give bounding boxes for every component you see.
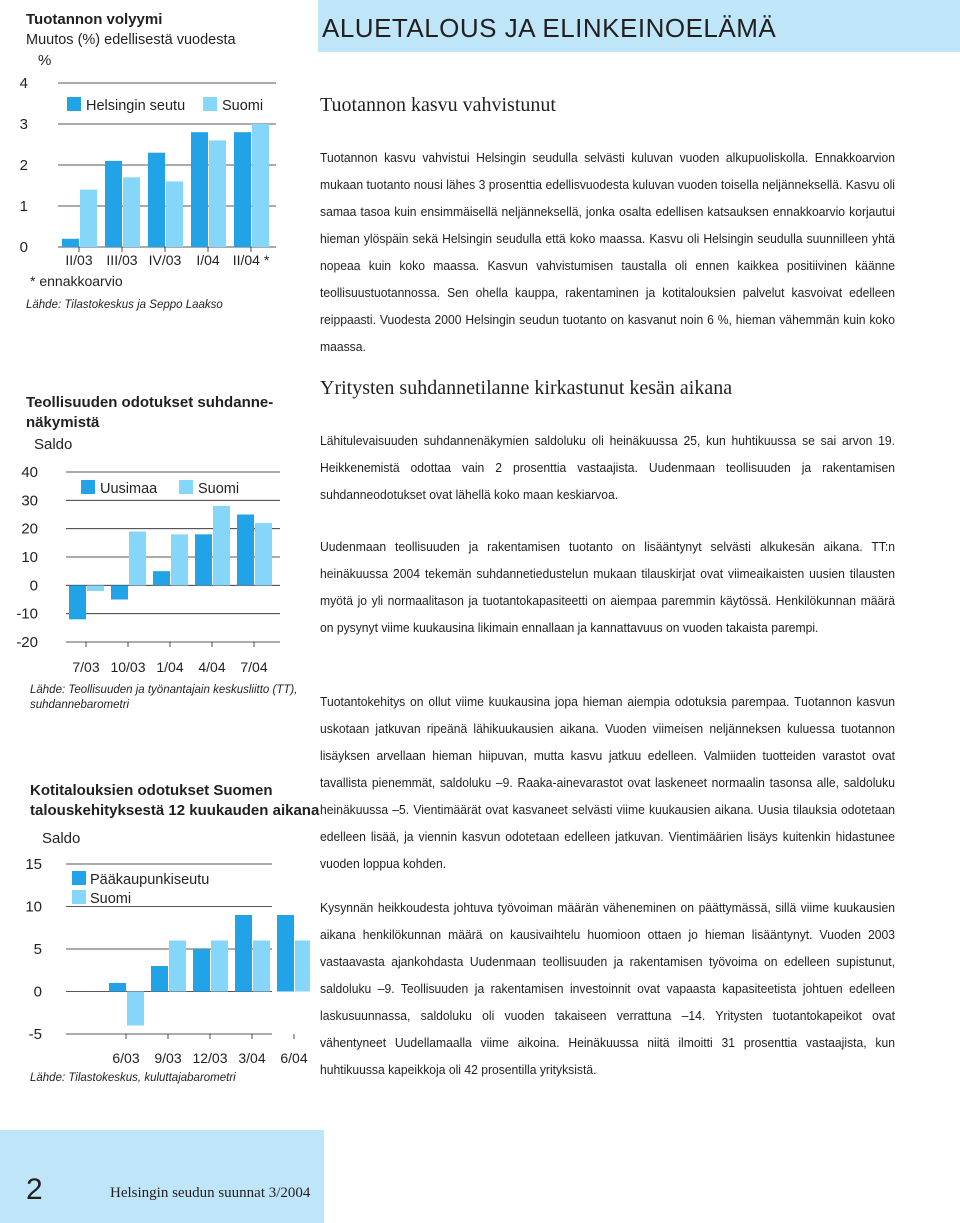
x-tick-label: II/04 * [232, 252, 270, 268]
bar-primary [62, 239, 79, 247]
bar-primary [234, 132, 251, 247]
legend-swatch-uusimaa [81, 480, 95, 494]
chart3-legend [72, 871, 209, 907]
y-tick-label: 0 [19, 239, 28, 256]
y-tick-label: 0 [33, 983, 42, 1001]
chart3-title: Kotitalouksien odotukset Suomen [30, 782, 273, 799]
chart2-legend [81, 480, 239, 497]
paragraph-1: Tuotannon kasvu vahvistui Helsingin seudulla selvästi kuluvan vuoden alkupuoliskolla. Ennakkoarvion mukaan tuotanto nousi lähes 3 prosenttia edellisvuodesta kuluvan vuoden toisella neljänneksellä. Kasvu oli samaa tasoa kuin ensimmäisellä neljänneksellä, jonka osalta edellisen katsauksen ennakkoarvio korjautui hieman ylöspäin sekä Helsingin seudulla että koko maassa. Kasvu oli Helsingin seudulla suunnilleen yhtä nopeaa kuin koko maassa. Kasvun vahvistumisen taustalla oli ennen kaikkea positiivinen käänne teollisuustuotannossa. Sen ohella kauppa, rakentaminen ja kotitalouksien palvelut kasvoivat edelleen reippaasti. Vuodesta 2000 Helsingin seudun tuotanto on kasvanut noin 6 %, hieman vähemmän kuin koko maassa. [320, 150, 895, 354]
bar-primary [235, 915, 252, 992]
x-tick-label: 6/04 [280, 1050, 308, 1066]
bar-primary [111, 585, 128, 599]
legend-swatch-suomi [179, 480, 193, 494]
chart3-source: Lähde: Tilastokeskus, kuluttajabarometri [30, 1072, 236, 1084]
paragraph-3: Uudenmaan teollisuuden ja rakentamisen tuotanto on lisääntynyt selvästi alkukesän aikana. TT:n heinäkuussa 2004 tekemän suhdannetiedustelun mukaan tilauskirjat ovat viimeaikaisten uusien tilausten myötä jo yli normaalitason ja tuotantokapasiteetti on aiempaa paremmin käytössä. Henkilökunnan määrä on pysynyt viime kuukausina likimain ennallaan ja kannattavuus on vuoden takaista parempi. [320, 539, 895, 635]
x-tick-label: I/04 [196, 252, 220, 268]
x-tick-label: III/03 [106, 252, 138, 268]
bar-secondary [171, 534, 188, 585]
chart1-yunit: % [38, 52, 52, 69]
bar-secondary [123, 177, 140, 247]
bar-secondary [295, 941, 310, 992]
x-tick-label: 12/03 [192, 1050, 228, 1066]
chart2-title: Teollisuuden odotukset suhdanne- [26, 394, 274, 411]
chart2-yunit: Saldo [34, 436, 73, 453]
chart3-svg [0, 850, 310, 1070]
y-tick-label: 10 [21, 549, 38, 566]
x-tick-label: IV/03 [148, 252, 182, 268]
chart1-legend [67, 97, 263, 114]
bar-primary [69, 585, 86, 619]
bar-primary [277, 915, 294, 992]
y-tick-label: 10 [25, 898, 42, 916]
paragraph-2: Lähitulevaisuuden suhdannenäkymien saldoluku oli heinäkuussa 25, kun huhtikuussa se sai arvon 19. Heikkenemistä odottaa vain 2 prosenttia vastaajista. Uudenmaan teollisuuden ja rakentamisen suhdanneodotukset ovat lähellä koko maan keskiarvoa. [320, 433, 895, 502]
y-tick-label: 30 [21, 492, 38, 510]
chart1-note: * ennakkoarvio [30, 273, 123, 289]
heading-1: Tuotannon kasvu vahvistunut [320, 94, 556, 116]
legend-label-suomi3: Suomi [90, 891, 132, 907]
legend-swatch-pks [72, 871, 86, 885]
chart1-source: Lähde: Tilastokeskus ja Seppo Laakso [26, 299, 223, 311]
chart1-svg [0, 60, 310, 275]
bar-primary [153, 571, 170, 585]
chart3-title-line2: talouskehityksestä 12 kuukauden aikana [30, 802, 320, 819]
x-tick-label: 7/04 [240, 659, 268, 675]
bar-secondary [80, 190, 97, 247]
bar-secondary [129, 532, 146, 586]
bar-primary [151, 966, 168, 992]
paragraph-4: Tuotantokehitys on ollut viime kuukausina jopa hieman aiempia odotuksia parempaa. Tuotannon kasvun uskotaan jatkuvan ripeänä lähikuukausien aikana. Vuoden viimeisen neljänneksen kuluessa tuotannon lisäyksen arvellaan hieman hiipuvan, mutta kasvu jatkuu edelleen. Valmiiden tuotteiden varastot ovat tavallista pienemmät, saldoluku –9. Raaka-ainevarastot ovat laskeneet normaalin tasonsa alle, saldoluku heinäkuussa –5. Vientimäärät ovat kasvaneet selvästi viime kuukausien aikana. Uusia tilauksia odotetaan edelleen lisää, ja viennin kasvun odotetaan edelleen jatkuvan. Vientimäärien lisäys kuitenkin hidastunee vuoden loppua kohden. [320, 694, 895, 871]
heading-2: Yritysten suhdannetilanne kirkastunut kesän aikana [320, 377, 733, 399]
chart2-source-line2: suhdannebarometri [30, 699, 130, 711]
bar-secondary [255, 523, 272, 585]
y-tick-label: 20 [21, 520, 38, 538]
y-tick-label: 4 [19, 75, 28, 92]
page-number: 2 [26, 1173, 43, 1206]
bar-secondary [169, 941, 186, 992]
legend-label-pks: Pääkaupunkiseutu [90, 872, 210, 888]
chart2-source: Lähde: Teollisuuden ja työnantajain keskusliitto (TT), [30, 684, 298, 696]
y-tick-label: 0 [29, 577, 38, 595]
chart1-subtitle: Muutos (%) edellisestä vuodesta [26, 32, 236, 48]
legend-label-suomi: Suomi [222, 98, 264, 114]
chart2-title-line2: näkymistä [26, 414, 100, 431]
legend-swatch-suomi [203, 97, 217, 111]
y-tick-label: -5 [28, 1026, 42, 1043]
bar-secondary [166, 181, 183, 247]
bar-primary [105, 161, 122, 247]
bar-primary [237, 515, 254, 586]
chart2-svg [0, 455, 310, 680]
y-tick-label: 3 [19, 116, 28, 133]
section-title: ALUETALOUS JA ELINKEINOELÄMÄ [322, 13, 777, 43]
bar-secondary [213, 506, 230, 585]
x-tick-label: 6/03 [112, 1050, 140, 1066]
y-tick-label: 40 [21, 464, 38, 481]
legend-swatch-helsinki [67, 97, 81, 111]
x-tick-label: 4/04 [198, 659, 226, 675]
legend-swatch-suomi3 [72, 890, 86, 904]
paragraph-5: Kysynnän heikkoudesta johtuva työvoiman määrän väheneminen on päättymässä, sillä viime kuukausien aikana henkilökunnan määrä on kausivaihtelu huomioon ottaen jo hieman lisääntynyt. Vuoden 2003 vastaavasta ajankohdasta Uudenmaan teollisuuden ja rakentamisen työvoima on edelleen supistunut, saldoluku –9. Teollisuuden ja rakentamisen investoinnit ovat vapaasta kapasiteetista johtuen edelleen laskusuunnassa, saldoluku oli vuoden takaiseen verrattuna –14. Yritysten tuotantokapeikot ovat vähentyneet Uudellamaalla viime aikoina. Heinäkuussa niitä ilmoitti 31 prosenttia vastaajista, kun huhtikuussa kapeikkoja oli 42 prosentilla yrityksistä. [320, 900, 895, 1077]
bar-primary [109, 983, 126, 992]
section-banner [318, 0, 960, 52]
legend-label-helsinki: Helsingin seutu [86, 98, 186, 114]
legend-label-suomi2: Suomi [198, 481, 240, 497]
bar-secondary [253, 941, 270, 992]
bar-secondary [127, 992, 144, 1026]
x-tick-label: 1/04 [156, 659, 184, 675]
footer-block [0, 1130, 324, 1223]
y-tick-label: -20 [16, 634, 38, 651]
y-tick-label: 2 [19, 157, 28, 174]
chart1-title: Tuotannon volyymi [26, 11, 163, 28]
y-tick-label: 5 [33, 941, 42, 958]
bar-primary [193, 949, 210, 992]
bar-primary [148, 153, 165, 247]
publication-name: Helsingin seudun suunnat 3/2004 [110, 1185, 311, 1201]
x-tick-label: 10/03 [110, 659, 146, 675]
x-tick-label: 3/04 [238, 1050, 266, 1066]
bar-secondary [252, 124, 269, 247]
legend-label-uusimaa: Uusimaa [100, 481, 158, 497]
bar-secondary [209, 140, 226, 247]
bar-primary [195, 534, 212, 585]
bar-secondary [211, 941, 228, 992]
y-tick-label: 1 [19, 198, 28, 215]
x-tick-label: 7/03 [72, 659, 100, 675]
y-tick-label: 15 [25, 856, 42, 873]
chart3-yunit: Saldo [42, 830, 81, 847]
x-tick-label: 9/03 [154, 1050, 182, 1066]
x-tick-label: II/03 [65, 252, 93, 268]
bar-secondary [87, 585, 104, 591]
y-tick-label: -10 [16, 605, 38, 623]
bar-primary [191, 132, 208, 247]
